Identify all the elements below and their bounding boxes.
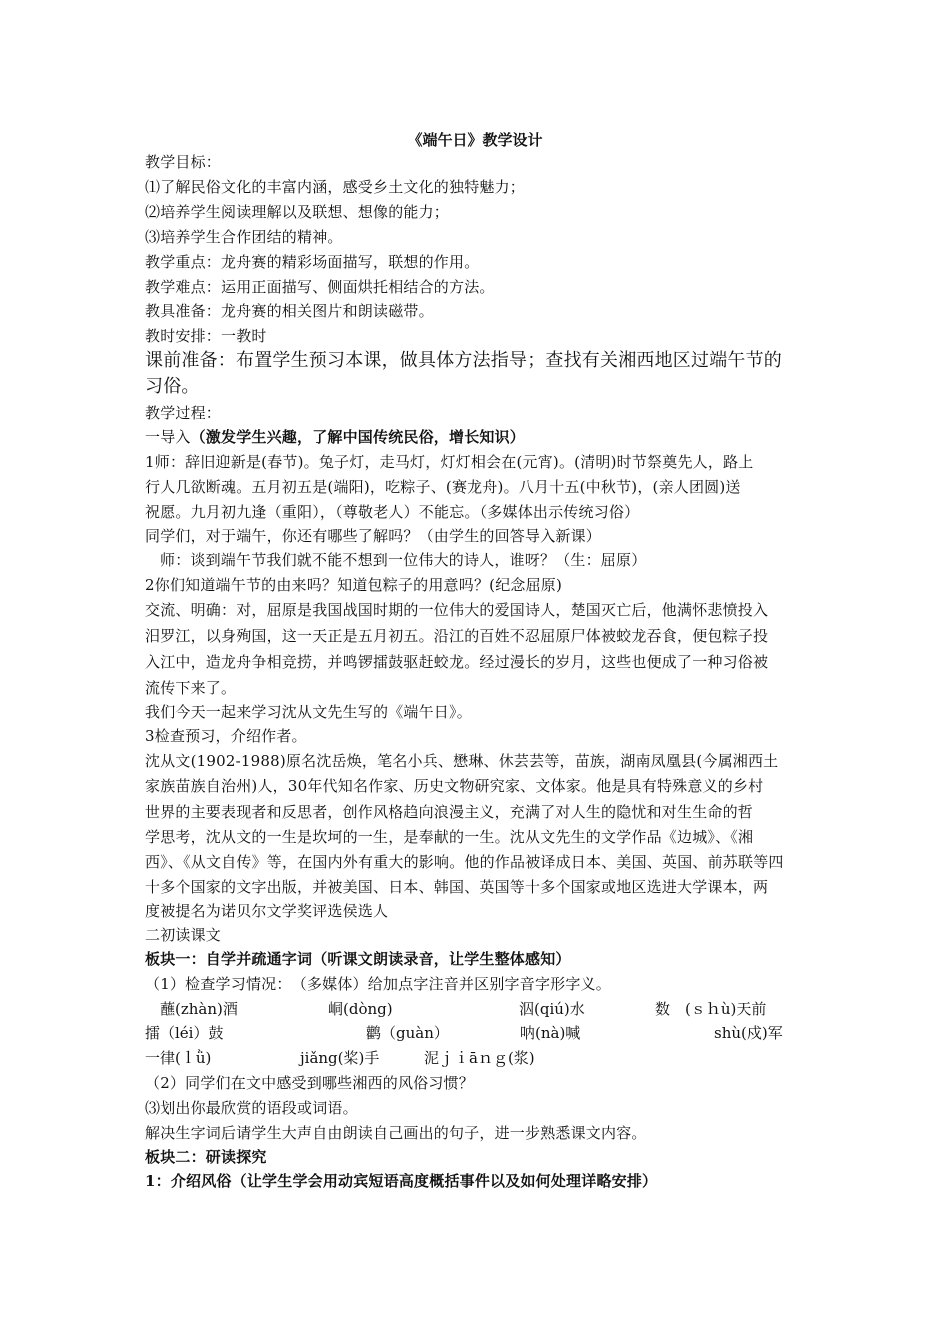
p5-line-3: 入江中，造龙舟争相竞捞，并鸣锣擂鼓驱赶蛟龙。经过漫长的岁月，这些也便成了一种习俗被 (145, 653, 769, 671)
key-point: 教学重点：龙舟赛的精彩场面描写，联想的作用。 (145, 253, 480, 271)
prep-line-1: 课前准备：布置学生预习本课，做具体方法指导；查找有关湘西地区过端午节的 (145, 350, 782, 371)
goals-heading: 教学目标： (145, 153, 222, 171)
word-cell: jiǎng(桨)手 (300, 1049, 380, 1067)
p1-line-2: 行人几欲断魂。五月初五是(端阳)，吃粽子、(赛龙舟)。八月十五(中秋节)，(亲人团圆)送 (145, 478, 741, 496)
intro-prefix: 一导入 (145, 428, 191, 446)
p2: 同学们，对于端午，你还有哪些了解吗？（由学生的回答导入新课） (145, 527, 602, 545)
p1-line-1: 1师：辞旧迎新是(春节)。兔子灯，走马灯，灯灯相会在(元宵)。(清明)时节祭奠先人，路上 (145, 453, 754, 471)
p8-line-6: 十多个国家的文字出版，并被美国、日本、韩国、英国等十多个国家或地区选进大学课本，两 (145, 878, 769, 896)
p8-line-5: 西》、《从文自传》等，在国内外有重大的影响。他的作品被译成日本、美国、英国、前苏联等四 (145, 853, 784, 871)
question-3: ⑶划出你最欣赏的语段或词语。 (145, 1099, 358, 1117)
p8-line-4: 学思考，沈从文的一生是坎坷的一生，是奉献的一生。沈从文先生的文学作品《边城》、《湘 (145, 828, 754, 846)
instruction: 解决生字词后请学生大声自由朗读自己画出的句子，进一步熟悉课文内容。 (145, 1124, 647, 1142)
p4: 2你们知道端午节的由来吗？知道包粽子的用意吗？(纪念屈原) (145, 576, 563, 594)
block-1-heading: 板块一：自学并疏通字词（听课文朗读录音，让学生整体感知） (145, 950, 571, 968)
p8-line-7: 度被提名为诺贝尔文学奖评选侯选人 (145, 902, 389, 920)
p3: 师：谈到端午节我们就不能不想到一位伟大的诗人，谁呀？（生：屈原） (160, 551, 647, 569)
goal-3: ⑶培养学生合作团结的精神。 (145, 228, 343, 246)
goal-1: ⑴了解民俗文化的丰富内涵，感受乡土文化的独特魅力； (145, 178, 526, 196)
p8-line-3: 世界的主要表现者和反思者，创作风格趋向浪漫主义，充满了对人生的隐忧和对生生命的哲 (145, 803, 754, 821)
p8-line-1: 沈从文(1902-1988)原名沈岳焕，笔名小兵、懋琳、休芸芸等，苗族，湖南凤凰县(今属湘西土 (145, 752, 779, 770)
section-2-heading: 二初读课文 (145, 926, 222, 944)
p5-line-2: 汨罗江，以身殉国，这一天正是五月初五。沿江的百姓不忍屈原尸体被蛟龙吞食，便包粽子投 (145, 627, 769, 645)
intro-bold: （激发学生兴趣，了解中国传统民俗，增长知识） (190, 428, 526, 446)
process-heading: 教学过程： (145, 404, 222, 422)
word-cell: 鹳（guàn） (366, 1024, 449, 1042)
p7: 3检查预习，介绍作者。 (145, 727, 307, 745)
word-cell: 泥ｊｉāｎｇ(浆) (424, 1049, 535, 1067)
word-cell: 呐(nà)喊 (520, 1024, 581, 1042)
word-cell: 蘸(zhàn)酒 (160, 1000, 238, 1018)
intro-heading (145, 425, 525, 449)
page-title: 《端午日》教学设计 (407, 131, 543, 149)
question-2: （2）同学们在文中感受到哪些湘西的风俗习惯？ (145, 1074, 474, 1092)
difficulty: 教学难点：运用正面描写、侧面烘托相结合的方法。 (145, 278, 495, 296)
block-2-heading: 板块二：研读探究 (145, 1148, 267, 1166)
p5-line-1: 交流、明确：对，屈原是我国战国时期的一位伟大的爱国诗人，楚国灭亡后，他满怀悲愤投入 (145, 601, 769, 619)
word-cell: 擂（léi）鼓 (145, 1024, 224, 1042)
p1-line-3: 祝愿。九月初九逢（重阳），（尊敬老人）不能忘。（多媒体出示传统习俗） (145, 503, 640, 521)
p5-line-4: 流传下来了。 (145, 679, 237, 697)
item-1-heading: 1：介绍风俗（让学生学会用动宾短语高度概括事件以及如何处理详略安排） (145, 1172, 658, 1190)
materials: 教具准备：龙舟赛的相关图片和朗读磁带。 (145, 302, 434, 320)
p6: 我们今天一起来学习沈从文先生写的《端午日》。 (145, 703, 472, 721)
check-1: （1）检查学习情况： （多媒体）给加点字注音并区别字音字形字义。 (145, 975, 611, 993)
word-cell: 数 (ｓｈù)天前 (655, 1000, 767, 1018)
word-cell: 一律(ｌǜ) (145, 1049, 212, 1067)
p8-line-2: 家族苗族自治州)人，30年代知名作家、历史文物研究家、文体家。他是具有特殊意义的乡村 (145, 777, 764, 795)
word-cell: shù(戍)军 (714, 1024, 783, 1042)
goal-2: ⑵培养学生阅读理解以及联想、想像的能力； (145, 203, 450, 221)
schedule: 教时安排：一教时 (145, 327, 267, 345)
prep-line-2: 习俗。 (145, 376, 200, 397)
word-cell: 泅(qiú)水 (519, 1000, 585, 1018)
word-cell: 峒(dòng) (328, 1000, 393, 1018)
